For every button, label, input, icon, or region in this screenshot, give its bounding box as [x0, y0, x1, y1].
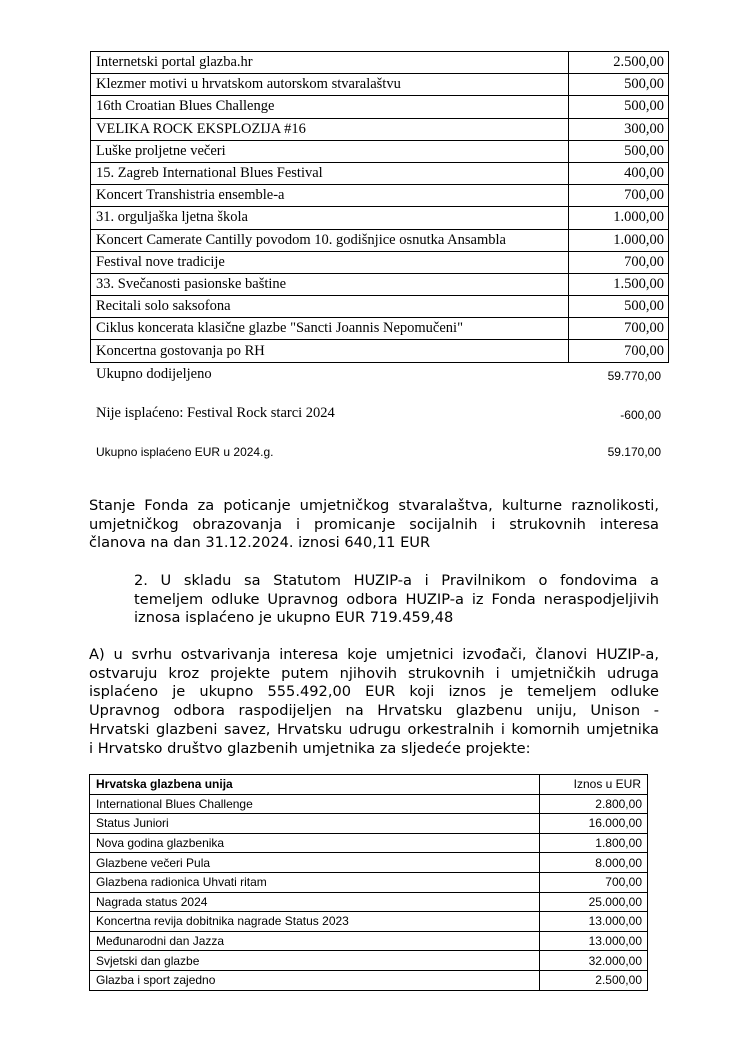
row-name: Ciklus koncerata klasične glazbe "Sancti Joannis Nepomučeni": [91, 318, 569, 340]
table-row: [90, 931, 648, 951]
row-name: VELIKA ROCK EKSPLOZIJA #16: [91, 118, 569, 140]
row-name: 16th Croatian Blues Challenge: [91, 96, 569, 118]
not-paid-label: Nije isplaćeno: Festival Rock starci 2024: [96, 405, 335, 421]
row-value: 700,00: [540, 872, 648, 892]
row-name: Festival nove tradicije: [91, 251, 569, 273]
row-name: Svjetski dan glazbe: [90, 951, 540, 971]
table-row: [90, 970, 648, 990]
table-row: [91, 118, 669, 140]
row-name: 33. Svečanosti pasionske baštine: [91, 273, 569, 295]
row-value: 700,00: [569, 251, 669, 273]
row-name: Recitali solo saksofona: [91, 296, 569, 318]
row-value: 500,00: [569, 96, 669, 118]
row-value: 1.000,00: [569, 207, 669, 229]
row-value: 500,00: [569, 74, 669, 96]
table-row: [90, 951, 648, 971]
text-line: Stanje Fonda za poticanje umjetničkog stvaralaštva, kulturne raznolikosti,: [89, 497, 659, 514]
row-name: Koncert Camerate Cantilly povodom 10. godišnjice osnutka Ansambla: [91, 229, 569, 251]
row-value: 13.000,00: [540, 931, 648, 951]
table-row: [91, 340, 669, 362]
total-allocated-value: 59.770,00: [607, 369, 661, 383]
text-line: temeljem odluke Upravnog odbora HUZIP-a iz Fonda neraspodjeljivih: [134, 590, 659, 608]
row-value: 8.000,00: [540, 853, 648, 873]
text-line: isplaćeno je ukupno 555.492,00 EUR koji iznos je temeljem odluke: [89, 683, 659, 701]
table-row: [91, 229, 669, 251]
projects-table: [90, 51, 669, 363]
allocation-paragraph: [89, 646, 659, 758]
row-value: 2.500,00: [569, 52, 669, 74]
table-row: [91, 96, 669, 118]
total-paid-label: Ukupno isplaćeno EUR u 2024.g.: [96, 445, 274, 459]
text-line: Hrvatski glazbeni savez, Hrvatsku udrugu orkestralnih i komornih umjetnika: [89, 720, 659, 738]
row-value: 700,00: [569, 340, 669, 362]
row-value: 1.000,00: [569, 229, 669, 251]
text-line: umjetničkog obrazovanja i promicanje socijalnih i strukovnih interesa: [89, 515, 659, 533]
row-name: 31. orguljaška ljetna škola: [91, 207, 569, 229]
row-value: 300,00: [569, 118, 669, 140]
table-row: [91, 318, 669, 340]
table-row: [91, 52, 669, 74]
table-row: [90, 912, 648, 932]
table-row: [91, 74, 669, 96]
row-name: Status Juniori: [90, 814, 540, 834]
text-line: članova na dan 31.12.2024. iznosi 640,11 EUR: [89, 534, 431, 552]
text-line: A) u svrhu ostvarivanja interesa koje umjetnici izvođači, članovi HUZIP-a,: [89, 646, 659, 663]
not-paid-value: -600,00: [620, 408, 661, 422]
table-row: [90, 872, 648, 892]
table-row: [91, 273, 669, 295]
row-value: 700,00: [569, 185, 669, 207]
row-value: 2.800,00: [540, 794, 648, 814]
hgu-projects-table: [89, 774, 648, 991]
text-line: 2. U skladu sa Statutom HUZIP-a i Pravilnikom o fondovima a: [134, 572, 659, 589]
table-row: [90, 892, 648, 912]
row-name: Nagrada status 2024: [90, 892, 540, 912]
fund-balance-paragraph: [89, 497, 659, 553]
row-name: Internetski portal glazba.hr: [91, 52, 569, 74]
row-name: Koncert Transhistria ensemble-a: [91, 185, 569, 207]
row-name: Međunarodni dan Jazza: [90, 931, 540, 951]
table-row: [90, 853, 648, 873]
row-name: Glazbena radionica Uhvati ritam: [90, 872, 540, 892]
row-value: 1.500,00: [569, 273, 669, 295]
text-line: ostvaruju kroz projekte putem njihovih strukovnih i umjetničkih udruga: [89, 664, 659, 682]
row-value: 25.000,00: [540, 892, 648, 912]
row-value: 32.000,00: [540, 951, 648, 971]
text-line: i Hrvatsko društvo glazbenih umjetnika za sljedeće projekte:: [89, 739, 531, 757]
table-row: [91, 162, 669, 184]
row-name: 15. Zagreb International Blues Festival: [91, 162, 569, 184]
text-line: iznosa isplaćeno je ukupno EUR 719.459,48: [134, 609, 454, 627]
row-name: Koncertna revija dobitnika nagrade Status 2023: [90, 912, 540, 932]
row-value: 2.500,00: [540, 970, 648, 990]
row-name: Klezmer motivi u hrvatskom autorskom stvaralaštvu: [91, 74, 569, 96]
row-value: 13.000,00: [540, 912, 648, 932]
row-name: Nova godina glazbenika: [90, 833, 540, 853]
row-value: 500,00: [569, 140, 669, 162]
table-header-name: Hrvatska glazbena unija: [90, 775, 540, 795]
row-value: 1.800,00: [540, 833, 648, 853]
table-row: [90, 814, 648, 834]
table-row: [91, 251, 669, 273]
row-value: 700,00: [569, 318, 669, 340]
row-value: 16.000,00: [540, 814, 648, 834]
table-row: [91, 296, 669, 318]
row-name: Glazbene večeri Pula: [90, 853, 540, 873]
row-name: Glazba i sport zajedno: [90, 970, 540, 990]
row-name: Koncertna gostovanja po RH: [91, 340, 569, 362]
text-line: Upravnog odbora raspodijeljen na Hrvatsku glazbenu uniju, Unison -: [89, 702, 659, 720]
table-header-value: Iznos u EUR: [540, 775, 648, 795]
table-row: [91, 207, 669, 229]
total-paid-value: 59.170,00: [607, 445, 661, 459]
table-row: [90, 794, 648, 814]
total-allocated-label: Ukupno dodijeljeno: [96, 366, 212, 382]
statute-paragraph: [134, 572, 659, 628]
row-name: Luške proljetne večeri: [91, 140, 569, 162]
table-row: [91, 185, 669, 207]
row-value: 500,00: [569, 296, 669, 318]
row-value: 400,00: [569, 162, 669, 184]
row-name: International Blues Challenge: [90, 794, 540, 814]
table-row: [91, 140, 669, 162]
table-row: [90, 833, 648, 853]
